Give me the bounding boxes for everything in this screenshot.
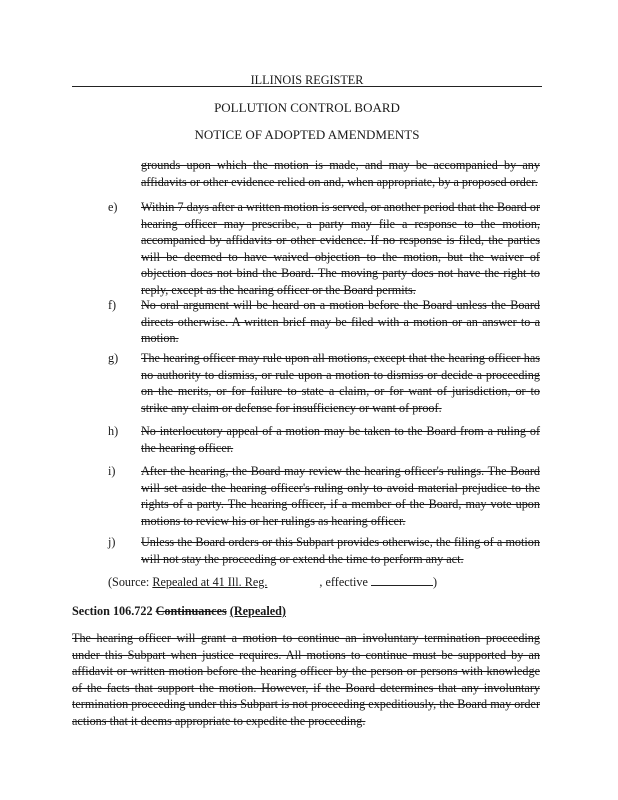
item-text-f: No oral argument will be heard on a motion before the Board unless the Board directs otherwise. A written brief may be filed with a motion or an answer to a motion. xyxy=(141,298,540,345)
register-title: ILLINOIS REGISTER xyxy=(250,73,364,87)
item-text-i: After the hearing, the Board may review the hearing officer's rulings. The Board will set aside the hearing officer's ruling only to avoid material prejudice to the rights of a party. The hearing officer, if a member of the Board, may vote upon motions to review his or her rulings as hearing officer. xyxy=(141,464,540,528)
item-label-j: j) xyxy=(108,535,116,549)
agency-title: POLLUTION CONTROL BOARD xyxy=(214,100,400,115)
section-status: (Repealed) xyxy=(229,604,286,618)
section-number: Section 106.722 xyxy=(72,604,153,618)
item-label-g: g) xyxy=(108,351,119,365)
item-text-j: Unless the Board orders or this Subpart provides otherwise, the filing of a motion will not stay the proceeding or extend the time to perform any act. xyxy=(141,535,540,566)
source-effective: , effective xyxy=(319,575,368,589)
item-label-h: h) xyxy=(108,424,119,438)
source-note xyxy=(108,574,538,591)
item-label-i: i) xyxy=(108,464,116,478)
item-text-h: No interlocutory appeal of a motion may be taken to the Board from a ruling of the hearing officer. xyxy=(141,424,540,455)
section-heading xyxy=(72,603,542,620)
item-label-e: e) xyxy=(108,200,118,214)
source-repealed: Repealed at 41 Ill. Reg. xyxy=(152,575,268,589)
section-title: Continuances xyxy=(155,604,227,618)
section-body: The hearing officer will grant a motion to continue an involuntary termination proceeding under this Subpart when justice requires. All motions to continue must be supported by an affidavit or written motion before the hearing officer by the person or persons with knowledge of the facts that support the motion. However, if the Board determines that any involuntary termination proceeding under this Subpart is not proceeding expeditiously, the Board may order actions that it deems appropriate to expedite the proceeding. xyxy=(72,631,540,728)
effective-date-blank xyxy=(371,574,433,586)
notice-title: NOTICE OF ADOPTED AMENDMENTS xyxy=(194,127,420,142)
item-text-g: The hearing officer may rule upon all motions, except that the hearing officer has no authority to dismiss, or rule upon a motion to dismiss or decide a proceeding on the merits, or for failure to state a claim, or for want of jurisdiction, or to strike any claim or defense for insufficiency or want of proof. xyxy=(141,351,540,415)
continued-paragraph: grounds upon which the motion is made, and may be accompanied by any affidavits or other evidence relied on and, when appropriate, by a proposed order. xyxy=(141,158,540,189)
item-label-f: f) xyxy=(108,298,117,312)
item-text-e: Within 7 days after a written motion is served, or another period that the Board or hearing officer may prescribe, a party may file a response to the motion, accompanied by affidavits or other evidence. If no response is filed, the parties will be deemed to have waived objection to the motion, but the waiver of objection does not bind the Board. The moving party does not have the right to reply, except as the hearing officer or the Board permits. xyxy=(141,200,540,297)
source-close: ) xyxy=(432,575,438,589)
source-prefix: (Source: xyxy=(108,575,150,589)
